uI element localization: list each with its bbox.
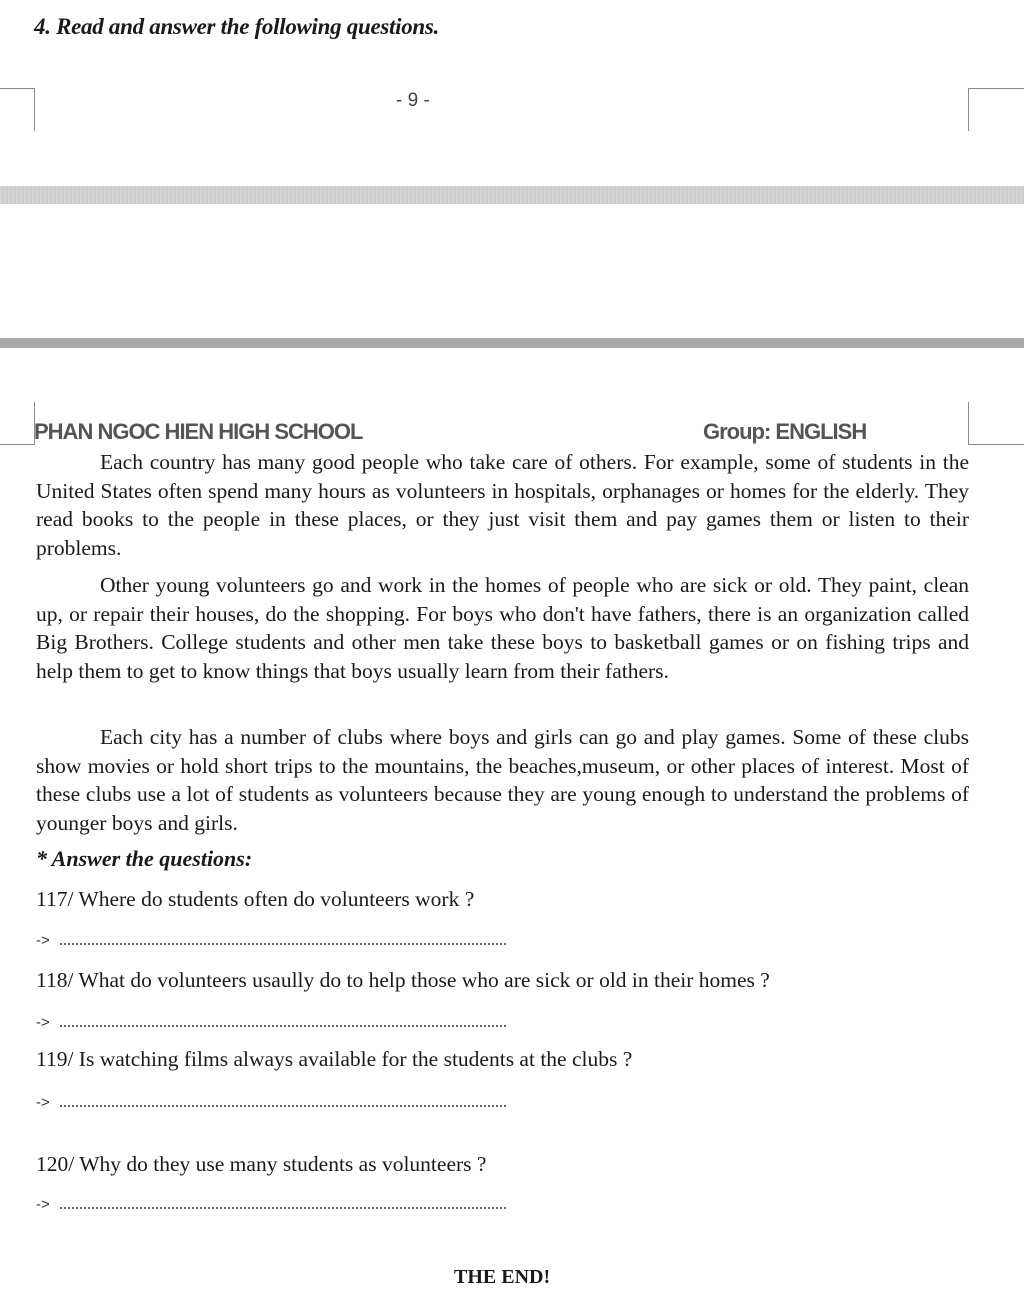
answer-blank[interactable]	[60, 1197, 506, 1209]
question-item: 118/ What do volunteers usaully do to help those who are sick or old in their homes ?	[36, 968, 770, 992]
answer-blank[interactable]	[60, 1015, 506, 1027]
passage-paragraph: Each city has a number of clubs where boys and girls can go and play games. Some of these clubs show movies or hold short trips to the mountains, the beaches,museum, or other places of interest. Most of these clubs use a lot of students as volunteers because they are young enough to understand the problems of younger boys and girls.	[36, 725, 969, 835]
answer-line	[36, 932, 506, 949]
passage-paragraph: Other young volunteers go and work in the homes of people who are sick or old. They paint, clean up, or repair their houses, do the shopping. For boys who don't have fathers, there is an organization called Big Brothers. College students and other men take these boys to basketball games or on fishing trips and help them to get to know things that boys usually learn from their fathers.	[36, 573, 969, 683]
answer-arrow: ->	[36, 1094, 50, 1111]
answer-line	[36, 1014, 506, 1031]
answer-blank[interactable]	[60, 933, 506, 945]
page-corner-mark-right	[968, 88, 1024, 131]
page-gap	[0, 186, 1024, 204]
answer-arrow: ->	[36, 1196, 50, 1213]
group-name: Group: ENGLISH	[703, 419, 867, 444]
question-item: 119/ Is watching films always available for the students at the clubs ?	[36, 1047, 633, 1071]
answer-line	[36, 1196, 506, 1213]
question-item: 120/ Why do they use many students as volunteers ?	[36, 1152, 487, 1176]
answer-line	[36, 1094, 506, 1111]
question-item: 117/ Where do students often do volunteers work ?	[36, 887, 475, 911]
document-footer: THE END!	[454, 1266, 551, 1288]
section-heading: 4. Read and answer the following questions.	[34, 14, 440, 39]
answer-blank[interactable]	[60, 1095, 506, 1107]
page-separator	[0, 338, 1024, 348]
page-corner-mark-left	[0, 88, 35, 131]
page-corner-mark-left-lower	[0, 402, 35, 445]
questions-subheading: * Answer the questions:	[36, 846, 253, 871]
page-corner-mark-right-lower	[968, 402, 1024, 445]
passage-paragraph: Each country has many good people who take care of others. For example, some of students in the United States often spend many hours as volunteers in hospitals, orphanages or homes for the elderly. They read books to the people in these places, or they just visit them and pay games them or listen to their problems.	[36, 450, 969, 560]
answer-arrow: ->	[36, 932, 50, 949]
answer-arrow: ->	[36, 1014, 50, 1031]
school-name: PHAN NGOC HIEN HIGH SCHOOL	[34, 419, 363, 444]
page-number: - 9 -	[396, 90, 430, 111]
